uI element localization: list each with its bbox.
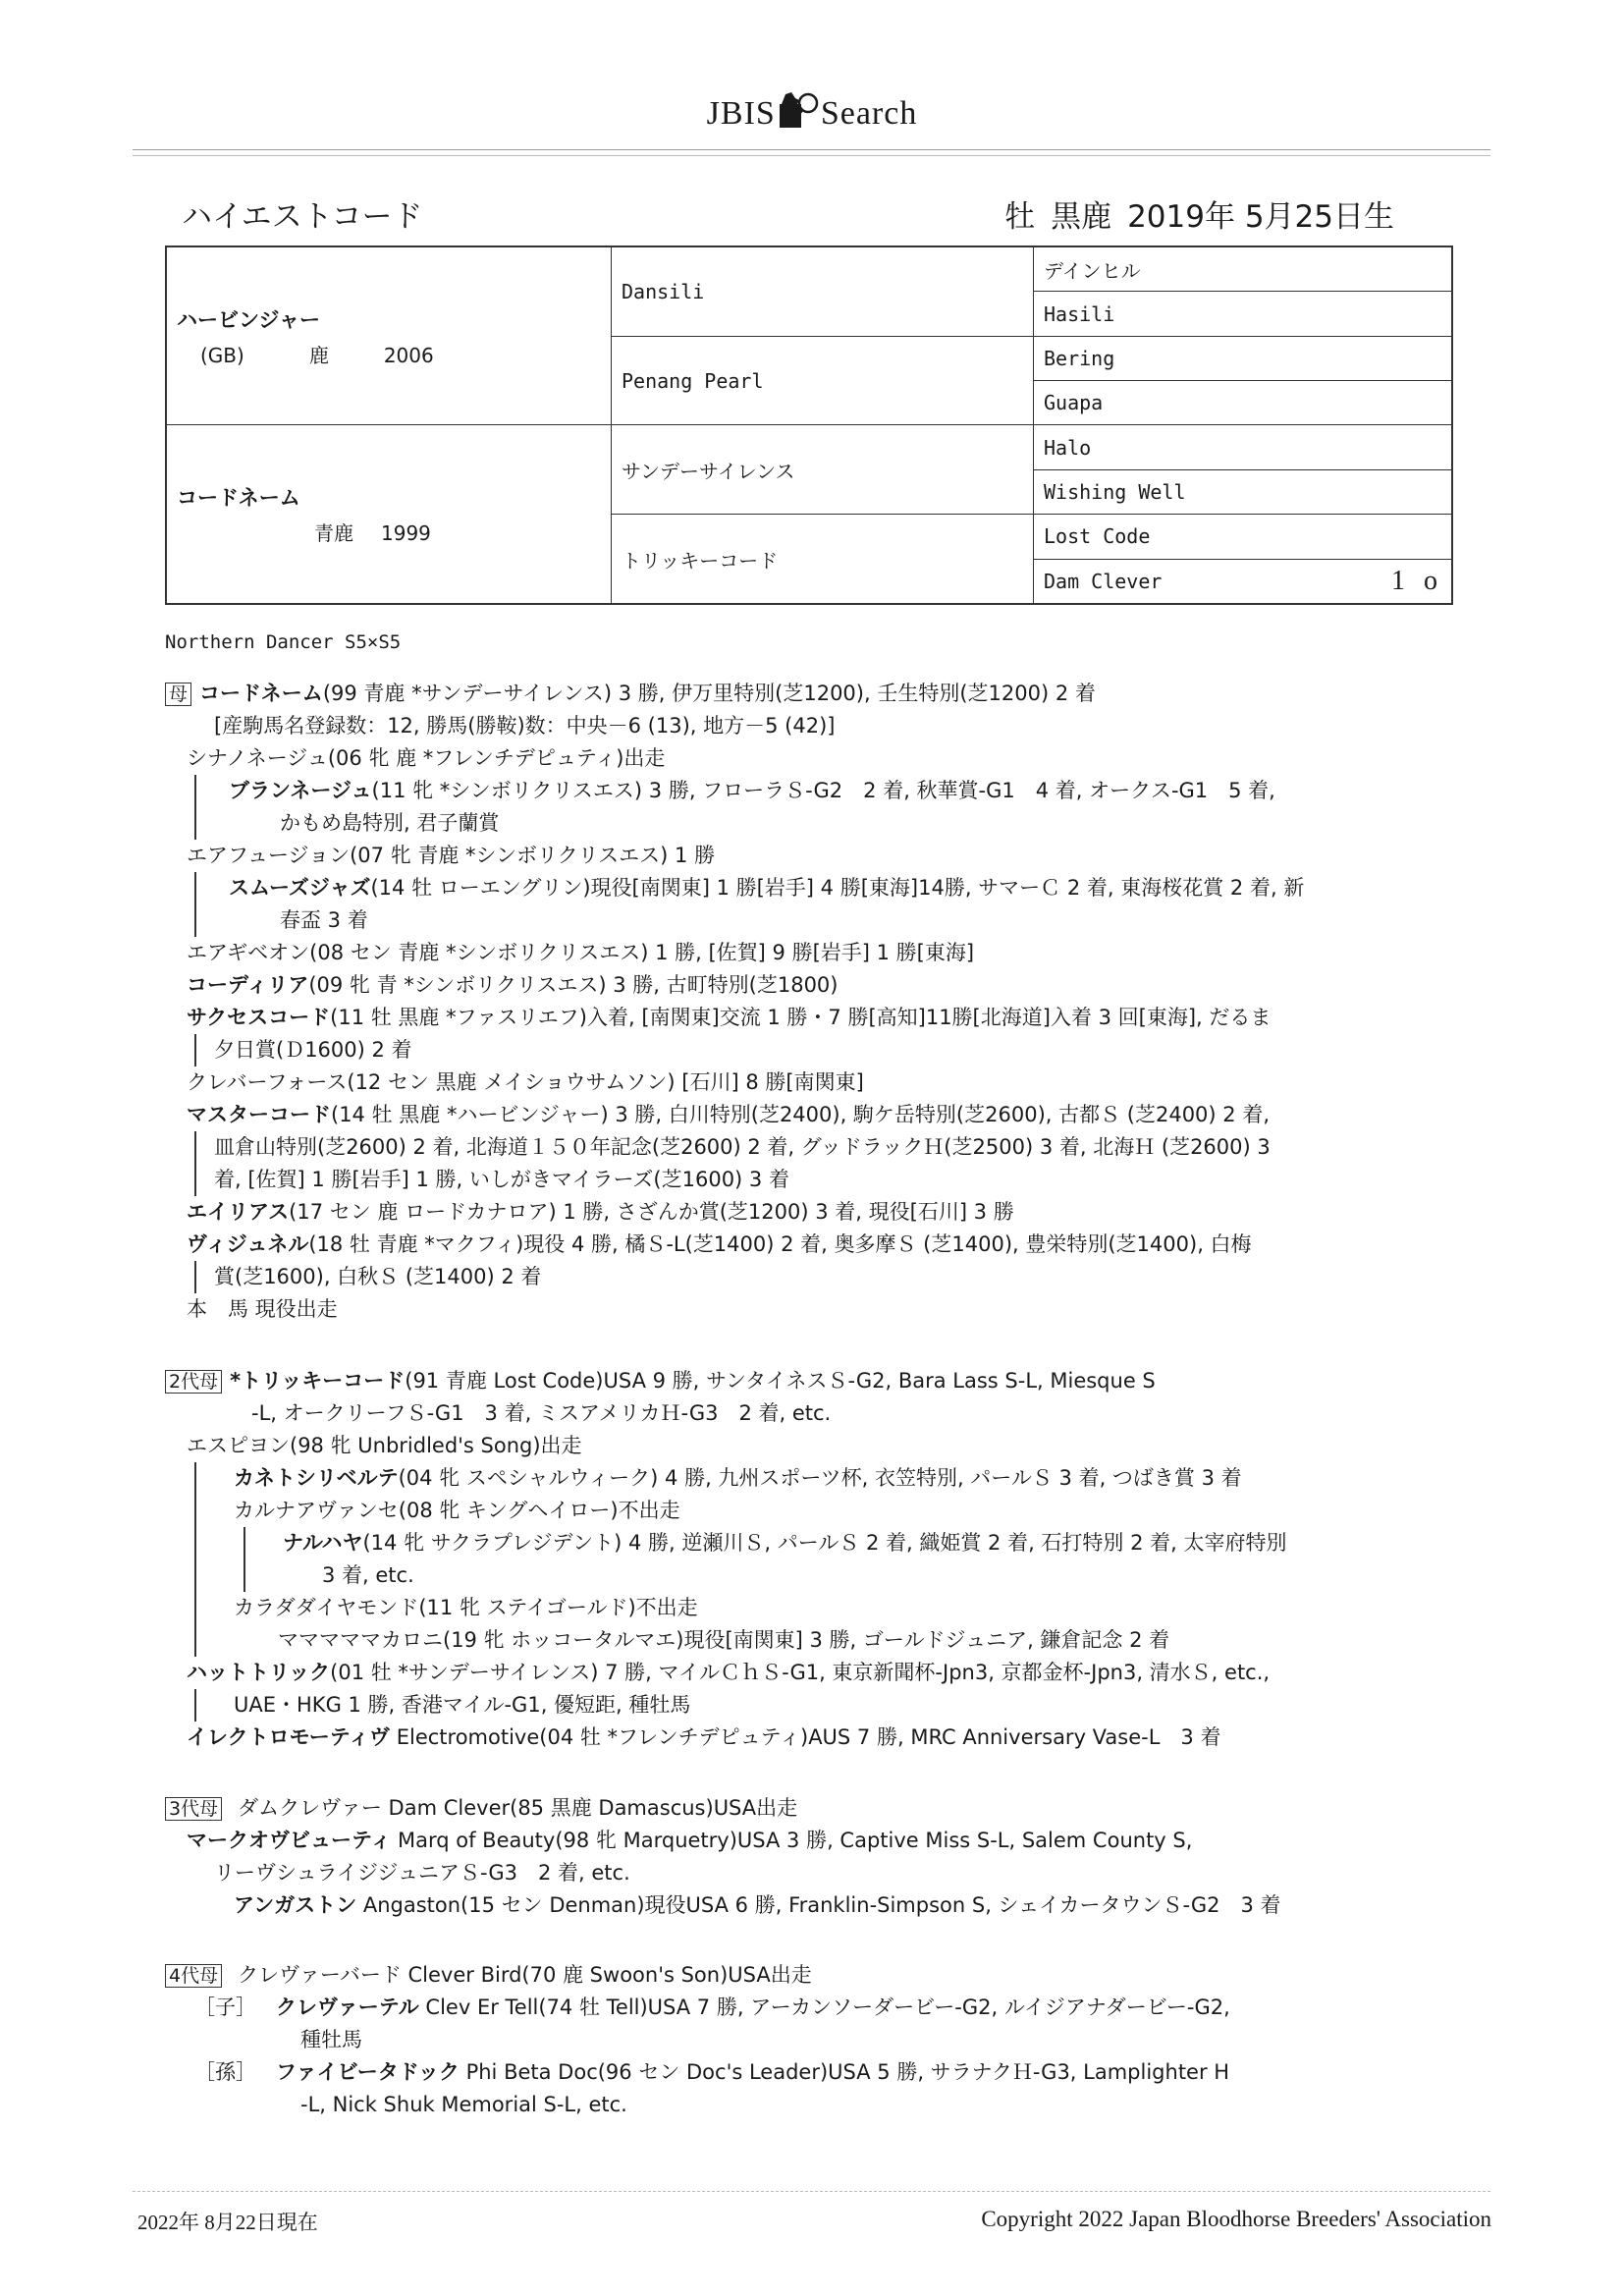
logo-search: Search xyxy=(820,95,918,132)
progeny-line: エアフュージョン(07 牝 青鹿 *シンボリクリスエス) 1 勝 xyxy=(187,844,716,867)
horse-name-bold: マークオヴビューティ xyxy=(187,1829,392,1852)
progeny-line-cont: 種牡馬 xyxy=(300,2028,362,2051)
dam-line xyxy=(165,678,1304,710)
dam-name: コードネーム xyxy=(177,486,300,511)
horse-record: (14 牝 サクラプレジデント) 4 勝, 逆瀬川Ｓ, パールＳ 2 着, 織姫賞 2 着, 石打特別 2 着, 太宰府特別 xyxy=(362,1531,1287,1555)
horse-record: Clev Er Tell(74 牡 Tell)USA 7 勝, アーカンソーダービー-G2, ルイジアナダービー-G2, xyxy=(418,1995,1230,2019)
horse-name-bold: *トリッキーコード xyxy=(230,1369,406,1393)
dam-progeny-stats: [産駒馬名登録数：12, 勝馬(勝鞍)数：中央－6 (13), 地方－5 (42)] xyxy=(214,714,836,738)
progeny-line-cont: リーヴシュライジジュニアＳ-G3 2 着, etc. xyxy=(214,1861,630,1885)
sire-color: 鹿 xyxy=(308,343,329,367)
ped-dss: Halo xyxy=(1034,425,1453,469)
horse-record: 賞(芝1600), 白秋Ｓ (芝1400) 2 着 xyxy=(214,1265,542,1288)
horse-record: クレヴァーバード Clever Bird(70 鹿 Swoon's Son)USA出走 xyxy=(238,1963,812,1987)
horse-info xyxy=(989,191,1394,236)
footer-copyright: Copyright 2022 Japan Bloodhorse Breeders' Association xyxy=(981,2207,1491,2231)
sire-year: 2006 xyxy=(383,343,434,367)
sire-name: ハービンジャー xyxy=(177,307,321,332)
logo-jbis: JBIS xyxy=(706,95,776,132)
progeny-line: カラダダイヤモンド(11 牝 ステイゴールド)不出走 xyxy=(234,1596,698,1619)
horse-record: Electromotive(04 牡 *フレンチデピュティ)AUS 7 勝, MRC Anniversary Vase-L 3 着 xyxy=(390,1725,1221,1749)
horse-record: UAE・HKG 1 勝, 香港マイル-G1, 優短距, 種牡馬 xyxy=(234,1693,691,1717)
dam-tag: 母 xyxy=(165,683,191,706)
progeny-line xyxy=(165,969,1304,1002)
progeny-line-cont xyxy=(194,1131,1304,1164)
horse-name-bold: ナルハヤ xyxy=(283,1531,363,1555)
progeny-line xyxy=(165,1992,1230,2024)
progeny-line-cont: 3 着, etc. xyxy=(322,1563,414,1587)
sire-origin: (GB) xyxy=(200,343,244,367)
progeny-line: エアギベオン(08 セン 青鹿 *シンボリクリスエス) 1 勝, [佐賀] 9 勝[岩手] 1 勝[東海] xyxy=(187,941,975,964)
horse-record: 皿倉山特別(芝2600) 2 着, 北海道１５０年記念(芝2600) 2 着, グッドラックＨ(芝2500) 3 着, 北海Ｈ (芝2600) 3 xyxy=(214,1135,1271,1159)
horse-record: (11 牝 *シンボリクリスエス) 3 勝, フローラＳ-G2 2 着, 秋華賞-G1 4 着, オークス-G1 5 着, xyxy=(371,779,1275,802)
progeny-line-cont: -L, Nick Shuk Memorial S-L, etc. xyxy=(300,2093,627,2116)
dam-section xyxy=(165,678,1304,1326)
second-dam-line-cont: -L, オークリーフＳ-G1 3 着, ミスアメリカＨ-G3 2 着, etc. xyxy=(251,1401,832,1425)
generation-label: ［孫］ xyxy=(194,2060,256,2084)
progeny-line xyxy=(165,2056,1230,2089)
fourth-dam-line xyxy=(165,1959,1230,1992)
footer-rule xyxy=(133,2191,1490,2192)
horse-record: Phi Beta Doc(96 セン Doc's Leader)USA 5 勝, サラナクＨ-G3, Lamplighter H xyxy=(459,2060,1230,2084)
second-dam-tag: 2代母 xyxy=(165,1370,222,1394)
second-dam-section xyxy=(165,1365,1287,1754)
horse-record: (04 牝 スペシャルウィーク) 4 勝, 九州スポーツ杯, 衣笠特別, パールＳ 3 着, つばき賞 3 着 xyxy=(398,1466,1242,1490)
progeny-line: エスピヨン(98 牝 Unbridled's Song)出走 xyxy=(187,1434,582,1457)
dam-dam-cell: トリッキーコード xyxy=(612,515,1034,604)
progeny-line xyxy=(165,1099,1304,1131)
horse-name-bold: スムーズジャズ xyxy=(229,876,371,900)
progeny-line xyxy=(194,872,1304,904)
header-rule xyxy=(133,149,1490,150)
horse-name-bold: クレヴァーテル xyxy=(276,1995,419,2019)
ped-sss: デインヒル xyxy=(1034,246,1453,292)
horse-name-bold: イレクトロモーティヴ xyxy=(187,1725,391,1749)
sire-sire-cell: Dansili xyxy=(612,246,1034,336)
ped-dds: Lost Code xyxy=(1034,515,1453,559)
progeny-line: カルナアヴァンセ(08 牝 キングヘイロー)不出走 xyxy=(234,1499,680,1522)
progeny-line: シナノネージュ(06 牝 鹿 *フレンチデピュティ)出走 xyxy=(187,746,666,770)
horse-record: Marq of Beauty(98 牝 Marquetry)USA 3 勝, Captive Miss S-L, Salem County S, xyxy=(391,1829,1193,1852)
dam-details xyxy=(177,518,601,546)
jbis-search-logo xyxy=(0,90,1624,133)
ped-ssd: Hasili xyxy=(1034,292,1453,336)
ped-ddd: Dam Clever xyxy=(1044,569,1163,593)
progeny-line xyxy=(194,775,1304,807)
horse-magnifier-icon xyxy=(776,90,821,130)
progeny-line-cont: かもめ島特別, 君子蘭賞 xyxy=(280,811,500,835)
family-number: 1 o xyxy=(1391,565,1443,596)
progeny-line xyxy=(165,1825,1281,1857)
progeny-line: マママママカロニ(19 牝 ホッコータルマエ)現役[南関東] 3 勝, ゴールドジュニア, 鎌倉記念 2 着 xyxy=(278,1628,1170,1652)
ped-sdd: Guapa xyxy=(1034,381,1453,425)
header-rule-2 xyxy=(133,155,1490,156)
dam-color: 青鹿 xyxy=(314,521,353,546)
horse-record: Angaston(15 セン Denman)現役USA 6 勝, Franklin-Simpson S, シェイカータウンＳ-G2 3 着 xyxy=(356,1893,1281,1917)
horse-birth: 2019年 5月25日生 xyxy=(1127,199,1394,235)
progeny-line-cont xyxy=(194,1689,1287,1722)
horse-color: 黒鹿 xyxy=(1051,199,1112,235)
horse-record: (14 牡 ローエングリン)現役[南関東] 1 勝[岩手] 4 勝[東海]14勝, サマーＣ 2 着, 東海桜花賞 2 着, 新 xyxy=(370,876,1305,900)
dam-sire-cell: サンデーサイレンス xyxy=(612,425,1034,515)
horse-sex: 牡 xyxy=(1004,199,1036,235)
horse-name-bold: ヴィジュネル xyxy=(187,1232,309,1256)
horse-record: (18 牡 青鹿 *マクフィ)現役 4 勝, 橘Ｓ-L(芝1400) 2 着, 奥多摩Ｓ (芝1400), 豊栄特別(芝1400), 白梅 xyxy=(308,1232,1252,1256)
self-line: 本 馬 現役出走 xyxy=(187,1297,338,1321)
horse-record: (14 牡 黒鹿 *ハービンジャー) 3 勝, 白川特別(芝2400), 駒ケ岳特別(芝2600), 古都Ｓ (芝2400) 2 着, xyxy=(331,1103,1270,1126)
progeny-line: クレバーフォース(12 セン 黒鹿 メイショウサムソン) [石川] 8 勝[南関東] xyxy=(187,1070,864,1094)
horse-record: (01 牡 *サンデーサイレンス) 7 勝, マイルＣｈＳ-G1, 東京新聞杯-Jpn3, 京都金杯-Jpn3, 清水Ｓ, etc., xyxy=(330,1661,1271,1684)
horse-record: (17 セン 鹿 ロードカナロア) 1 勝, さざんか賞(芝1200) 3 着, 現役[石川] 3 勝 xyxy=(289,1200,1014,1224)
horse-name-bold: ブランネージュ xyxy=(229,779,372,802)
progeny-line xyxy=(165,1002,1304,1034)
progeny-line xyxy=(244,1527,1287,1559)
progeny-line xyxy=(165,1657,1287,1689)
progeny-line xyxy=(165,1229,1304,1261)
footer-date: 2022年 8月22日現在 xyxy=(137,2211,318,2234)
horse-name-bold: サクセスコード xyxy=(187,1006,331,1029)
pedigree-table xyxy=(165,246,1453,605)
dam-year: 1999 xyxy=(381,521,431,546)
dam-cell xyxy=(166,425,612,604)
horse-record: (91 青鹿 Lost Code)USA 9 勝, サンタイネスＳ-G2, Bara Lass S-L, Miesque S xyxy=(405,1369,1156,1393)
horse-record: (09 牝 青 *シンボリクリスエス) 3 勝, 古町特別(芝1800) xyxy=(308,973,839,997)
progeny-line xyxy=(165,1722,1287,1754)
horse-name-bold: マスターコード xyxy=(187,1103,331,1126)
progeny-line xyxy=(165,1889,1281,1922)
horse-title-row xyxy=(182,191,1394,241)
inbreeding-note: Northern Dancer S5×S5 xyxy=(165,631,402,653)
horse-record: 夕日賞(Ｄ1600) 2 着 xyxy=(214,1038,412,1062)
second-dam-line xyxy=(165,1365,1287,1397)
third-dam-line xyxy=(165,1792,1281,1825)
progeny-line-cont: 着, [佐賀] 1 勝[岩手] 1 勝, いしがきマイラーズ(芝1600) 3 着 xyxy=(214,1168,789,1191)
progeny-line-cont xyxy=(194,1261,1304,1293)
horse-name-bold: カネトシリベルテ xyxy=(234,1466,399,1490)
horse-record: ダムクレヴァー Dam Clever(85 黒鹿 Damascus)USA出走 xyxy=(238,1796,798,1820)
third-dam-section xyxy=(165,1792,1281,1922)
dam-entry-name: コードネーム xyxy=(199,682,323,705)
sire-cell xyxy=(166,246,612,425)
progeny-line xyxy=(194,1462,1287,1495)
horse-name-bold: コーディリア xyxy=(187,973,309,997)
horse-record: (11 牡 黒鹿 *ファスリエフ)入着, [南関東]交流 1 勝・7 勝[高知]11勝[北海道]入着 3 回[東海], だるま xyxy=(330,1006,1272,1029)
horse-name-bold: ハットトリック xyxy=(187,1661,331,1684)
fourth-dam-tag: 4代母 xyxy=(165,1964,222,1988)
generation-label: ［子］ xyxy=(194,1995,256,2019)
dam-entry-text: (99 青鹿 *サンデーサイレンス) 3 勝, 伊万里特別(芝1200), 壬生特別(芝1200) 2 着 xyxy=(322,682,1096,705)
sire-dam-cell: Penang Pearl xyxy=(612,336,1034,425)
progeny-line xyxy=(165,1196,1304,1229)
horse-name: ハイエストコード xyxy=(182,199,423,235)
ped-ddd-cell xyxy=(1034,559,1453,604)
ped-dsd: Wishing Well xyxy=(1034,469,1453,514)
third-dam-tag: 3代母 xyxy=(165,1797,222,1821)
progeny-line-cont: 春盃 3 着 xyxy=(280,908,368,932)
fourth-dam-section xyxy=(165,1959,1230,2121)
horse-name-bold: アンガストン xyxy=(234,1893,357,1917)
sire-details xyxy=(177,340,601,368)
horse-name-bold: ファイビータドック xyxy=(276,2060,460,2084)
ped-sds: Bering xyxy=(1034,336,1453,380)
horse-name-bold: エイリアス xyxy=(187,1200,290,1224)
progeny-line-cont xyxy=(194,1034,1304,1066)
